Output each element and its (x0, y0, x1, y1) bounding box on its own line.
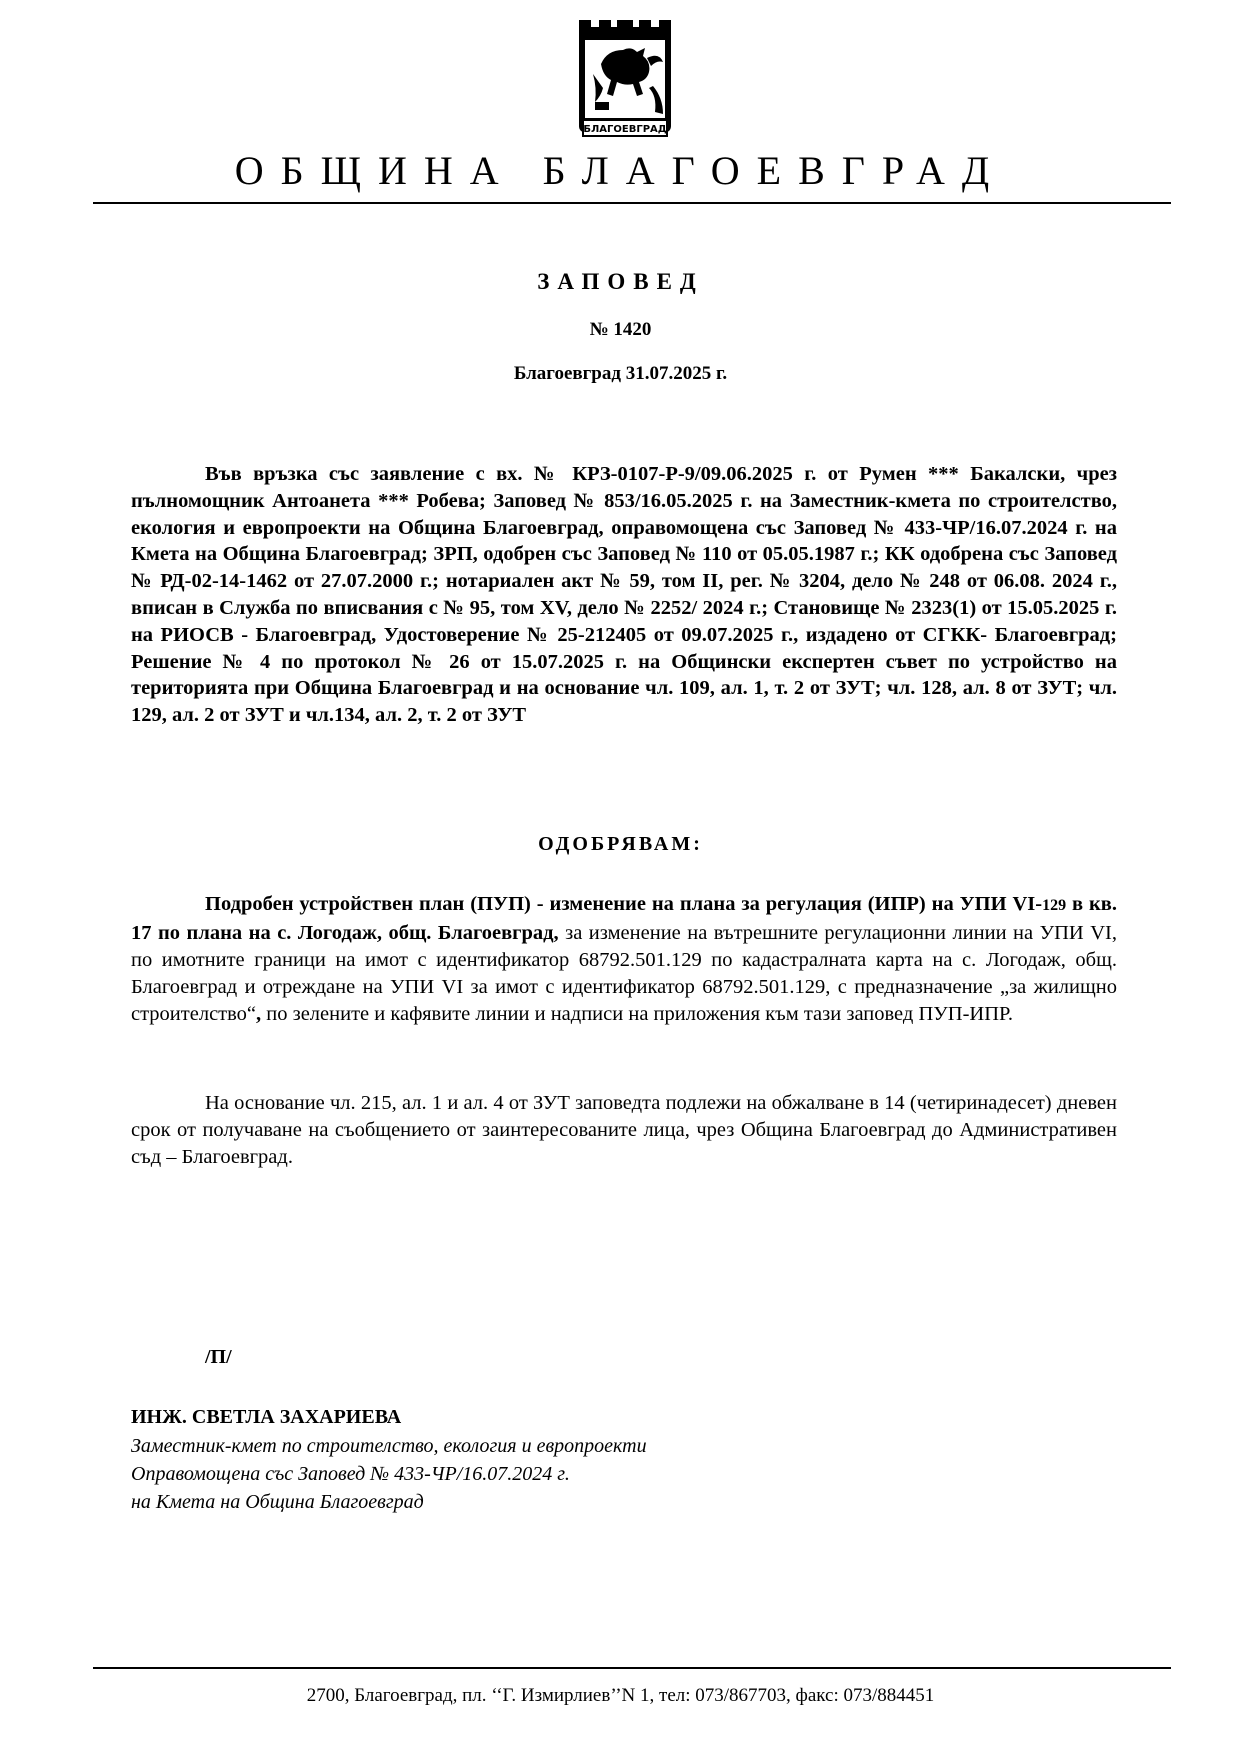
footer-divider (93, 1667, 1171, 1669)
crest-caption-text: БЛАГОЕВГРАД (583, 124, 667, 135)
signer-role-line-1: Заместник-кмет по строителство, екология и европроекти (131, 1435, 647, 1457)
municipality-crest-logo (577, 18, 673, 146)
municipality-title: ОБЩИНА БЛАГОЕВГРАД (234, 148, 1007, 193)
preamble-paragraph: Във връзка със заявление с вх. № КРЗ-0107-Р-9/09.06.2025 г. от Румен *** Бакалски, чрез пълномощник Антоанета *** Робева; Заповед № 853/16.05.2025 г. на Заместник-кмета по строителство, екология и европроекти на Община Благоевград, оправомощена със Заповед № 433-ЧР/16.07.2024 г. на Кмета на Община Благоевград; ЗРП, одобрен със Заповед № 110 от 05.05.1987 г.; КК одобрена със Заповед № РД-02-14-1462 от 27.07.2000 г.; нотариален акт № 59, том II, рег. № 3204, дело № 248 от 06.08. 2024 г., вписан в Служба по вписвания с № 95, том XV, дело № 2252/ 2024 г.; Становище № 2323(1) от 15.05.2025 г. на РИОСВ - Благоевград, Удостоверение № 25-212405 от 09.07.2025 г., издадено от СГКК- Благоевград; Решение № 4 по протокол № 26 от 15.07.2025 г. на Общински експертен съвет по устройство на територията при Община Благоевград и на основание чл. 109, ал. 1, т. 2 от ЗУТ; чл. 128, ал. 8 от ЗУТ; чл. 129, ал. 2 от ЗУТ и чл.134, ал. 2, т. 2 от ЗУТ (131, 463, 1117, 727)
decision-bold-comma: , (256, 1002, 262, 1025)
signature-mark: /П/ (205, 1346, 232, 1368)
decision-regular-a: за изменение на вътрешните регулационни линии на УПИ VI, по имотните граници на имот с идентификатор 68792.501.129 по кадастралната карта на с. Логодаж, общ. Благоевград и отреждане на УПИ VI за имот с идентификатор 68792.501.129, с предназначение „за жилищно строителство“ (131, 921, 1117, 1025)
decision-bold-b: в кв. 17 по плана на с. Логодаж, общ. Благоевград, (131, 893, 1117, 944)
order-place-date: Благоевград 31.07.2025 г. (513, 363, 728, 384)
footer-address: 2700, Благоевград, пл. ‘‘Г. Измирлиев’’N 1, тел: 073/867703, факс: 073/884451 (306, 1685, 935, 1706)
order-title: ЗАПОВЕД (537, 269, 704, 294)
header-divider (93, 202, 1171, 204)
approve-heading: ОДОБРЯВАМ: (538, 833, 703, 855)
signer-name: ИНЖ. СВЕТЛА ЗАХАРИЕВА (131, 1406, 402, 1428)
decision-bold-number: 129 (1042, 897, 1067, 914)
order-number: № 1420 (589, 319, 652, 340)
signer-role-line-2: Оправомощена със Заповед № 433-ЧР/16.07.2024 г. (131, 1463, 570, 1485)
decision-paragraph (131, 891, 1117, 1028)
decision-bold-a: Подробен устройствен план (ПУП) - изменение на плана за регулация (ИПР) на УПИ VI- (205, 893, 1043, 915)
signer-role-line-3: на Кмета на Община Благоевград (131, 1491, 424, 1513)
appeal-paragraph: На основание чл. 215, ал. 1 и ал. 4 от ЗУТ заповедта подлежи на обжалване в 14 (четиринадесет) дневен срок от получаване на съобщението от заинтересованите лица, чрез Община Благоевград до Административен съд – Благоевград. (131, 1092, 1117, 1168)
decision-regular-b: по зелените и кафявите линии и надписи на приложения към тази заповед ПУП-ИПР. (261, 1002, 1013, 1025)
